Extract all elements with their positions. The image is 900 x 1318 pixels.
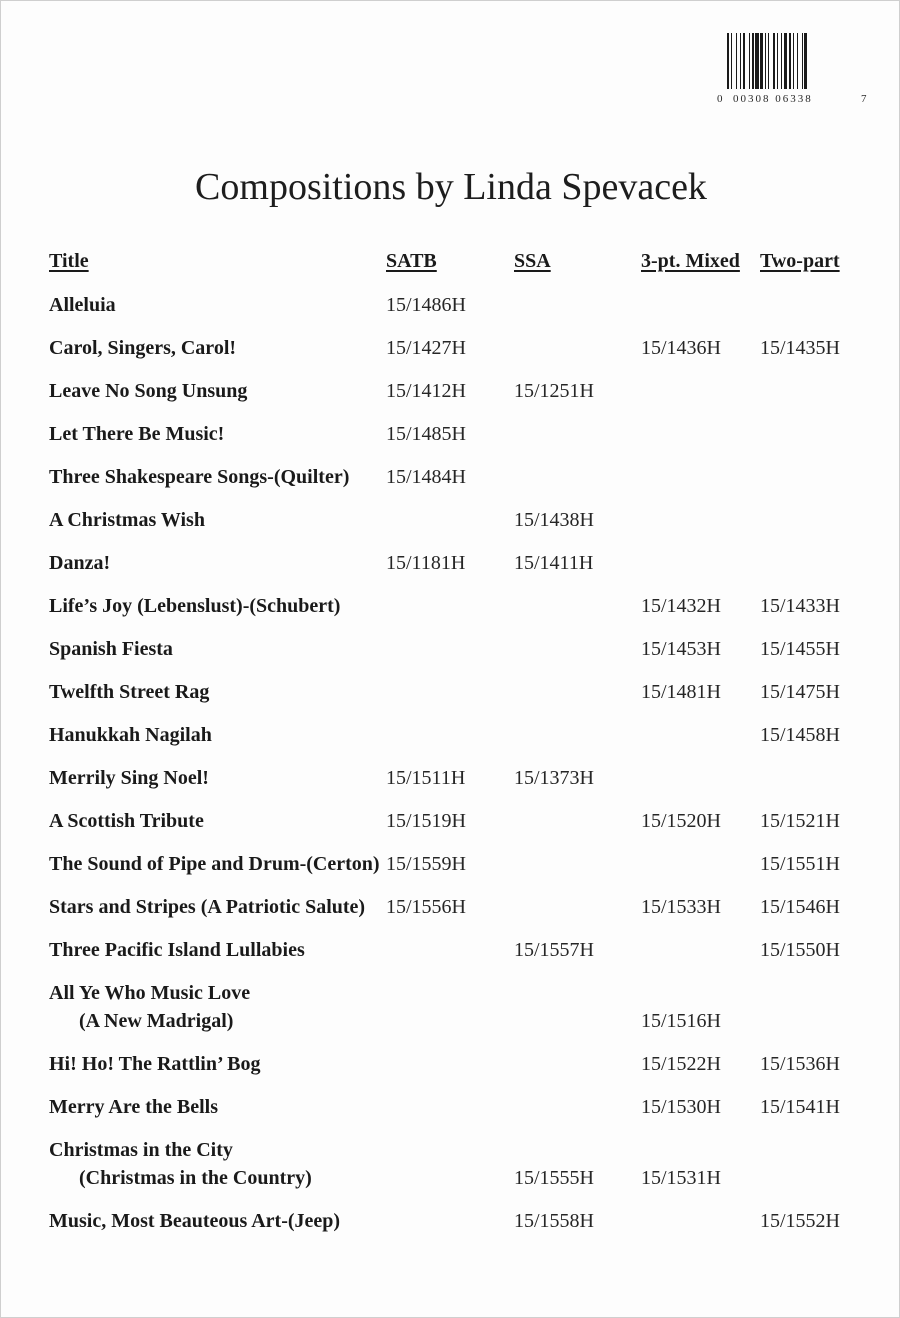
composition-title-text: Three Pacific Island Lullabies bbox=[49, 939, 305, 961]
barcode-bar bbox=[731, 33, 732, 89]
barcode-bar bbox=[784, 33, 787, 89]
composition-title-text: Merry Are the Bells bbox=[49, 1096, 219, 1118]
header-ssa: SSA bbox=[514, 250, 551, 272]
catalog-number-ssa: 15/1558H bbox=[514, 1210, 594, 1232]
catalog-number-mixed: 15/1522H bbox=[641, 1053, 721, 1075]
barcode-bar bbox=[743, 33, 745, 89]
catalog-number-two: 15/1551H bbox=[760, 853, 840, 875]
composition-title bbox=[49, 1050, 260, 1078]
header-3pt-mixed: 3-pt. Mixed bbox=[641, 250, 740, 272]
composition-title bbox=[49, 678, 209, 706]
catalog-number-two: 15/1536H bbox=[760, 1053, 840, 1075]
catalog-number-two: 15/1455H bbox=[760, 638, 840, 660]
catalog-number-two: 15/1541H bbox=[760, 1096, 840, 1118]
composition-title-text: Leave No Song Unsung bbox=[49, 380, 248, 402]
composition-title-text: Three Shakespeare Songs-(Quilter) bbox=[49, 466, 350, 488]
composition-subtitle: (Christmas in the Country) bbox=[79, 1167, 312, 1189]
barcode-bar bbox=[727, 33, 729, 89]
composition-title bbox=[49, 635, 173, 663]
catalog-number-satb: 15/1511H bbox=[386, 767, 466, 789]
barcode-bar bbox=[740, 33, 741, 89]
catalog-number-two: 15/1550H bbox=[760, 939, 840, 961]
catalog-number-ssa: 15/1557H bbox=[514, 939, 594, 961]
catalog-number-two: 15/1435H bbox=[760, 337, 840, 359]
catalog-number-mixed: 15/1531H bbox=[641, 1167, 721, 1189]
catalog-number-mixed: 15/1516H bbox=[641, 1010, 721, 1032]
composition-title-text: Christmas in the City bbox=[49, 1139, 233, 1161]
barcode bbox=[717, 31, 871, 111]
composition-title-text: Life’s Joy (Lebenslust)-(Schubert) bbox=[49, 595, 341, 617]
composition-title-text: Danza! bbox=[49, 552, 111, 574]
barcode-bar bbox=[752, 33, 754, 89]
catalog-number-satb: 15/1412H bbox=[386, 380, 466, 402]
composition-subtitle: (A New Madrigal) bbox=[79, 1010, 234, 1032]
composition-title bbox=[49, 893, 365, 921]
catalog-number-satb: 15/1485H bbox=[386, 423, 466, 445]
composition-title bbox=[49, 334, 236, 362]
barcode-bar bbox=[773, 33, 775, 89]
table-row bbox=[1, 1207, 900, 1267]
composition-title bbox=[49, 764, 209, 792]
table-row bbox=[1, 979, 900, 1039]
catalog-number-two: 15/1552H bbox=[760, 1210, 840, 1232]
barcode-bar bbox=[781, 33, 782, 89]
catalog-number-mixed: 15/1453H bbox=[641, 638, 721, 660]
composition-title bbox=[49, 979, 250, 1035]
composition-title bbox=[49, 1136, 312, 1192]
header-title: Title bbox=[49, 250, 89, 272]
composition-title bbox=[49, 377, 247, 405]
composition-title-text: All Ye Who Music Love bbox=[49, 982, 251, 1004]
barcode-bar bbox=[760, 33, 762, 89]
composition-title bbox=[49, 291, 116, 319]
barcode-lead-digit: 0 bbox=[717, 93, 724, 105]
catalog-number-two: 15/1521H bbox=[760, 810, 840, 832]
barcode-check-digit: 7 bbox=[861, 93, 868, 105]
catalog-number-ssa: 15/1438H bbox=[514, 509, 594, 531]
barcode-bar bbox=[797, 33, 798, 89]
table-row bbox=[1, 1136, 900, 1196]
barcode-bar bbox=[736, 33, 737, 89]
composition-title bbox=[49, 850, 380, 878]
catalog-number-two: 15/1458H bbox=[760, 724, 840, 746]
catalog-number-satb: 15/1519H bbox=[386, 810, 466, 832]
composition-title bbox=[49, 936, 305, 964]
composition-title bbox=[49, 463, 349, 491]
catalog-number-satb: 15/1486H bbox=[386, 294, 466, 316]
composition-title bbox=[49, 1093, 218, 1121]
page-title: Compositions by Linda Spevacek bbox=[195, 166, 707, 208]
composition-title-text: Carol, Singers, Carol! bbox=[49, 337, 237, 359]
composition-title-text: Twelfth Street Rag bbox=[49, 681, 210, 703]
catalog-number-mixed: 15/1530H bbox=[641, 1096, 721, 1118]
catalog-number-two: 15/1433H bbox=[760, 595, 840, 617]
catalog-number-ssa: 15/1251H bbox=[514, 380, 594, 402]
composition-title-text: Spanish Fiesta bbox=[49, 638, 173, 660]
catalog-number-mixed: 15/1436H bbox=[641, 337, 721, 359]
composition-title-text: Hanukkah Nagilah bbox=[49, 724, 212, 746]
barcode-bar bbox=[755, 33, 758, 89]
catalog-number-ssa: 15/1373H bbox=[514, 767, 594, 789]
catalog-number-two: 15/1475H bbox=[760, 681, 840, 703]
composition-title bbox=[49, 549, 110, 577]
barcode-bar bbox=[793, 33, 794, 89]
composition-title-text: Let There Be Music! bbox=[49, 423, 225, 445]
composition-title-text: Stars and Stripes (A Patriotic Salute) bbox=[49, 896, 366, 918]
barcode-bar bbox=[749, 33, 750, 89]
catalog-number-ssa: 15/1411H bbox=[514, 552, 594, 574]
composition-title-text: Merrily Sing Noel! bbox=[49, 767, 209, 789]
catalog-number-satb: 15/1556H bbox=[386, 896, 466, 918]
catalog-number-satb: 15/1559H bbox=[386, 853, 466, 875]
catalog-number-mixed: 15/1432H bbox=[641, 595, 721, 617]
composition-title bbox=[49, 807, 204, 835]
catalog-number-satb: 15/1484H bbox=[386, 466, 466, 488]
header-satb: SATB bbox=[386, 250, 437, 272]
barcode-bars bbox=[727, 33, 859, 89]
catalog-number-mixed: 15/1533H bbox=[641, 896, 721, 918]
composition-title bbox=[49, 420, 224, 448]
composition-title bbox=[49, 506, 205, 534]
catalog-number-two: 15/1546H bbox=[760, 896, 840, 918]
barcode-bar bbox=[777, 33, 778, 89]
composition-title bbox=[49, 1207, 340, 1235]
composition-title-text: Music, Most Beauteous Art-(Jeep) bbox=[49, 1210, 341, 1232]
catalog-number-satb: 15/1427H bbox=[386, 337, 466, 359]
composition-title bbox=[49, 592, 340, 620]
composition-title-text: A Christmas Wish bbox=[49, 509, 205, 531]
catalog-number-mixed: 15/1520H bbox=[641, 810, 721, 832]
composition-title-text: Alleluia bbox=[49, 294, 116, 316]
composition-title-text: The Sound of Pipe and Drum-(Certon) bbox=[49, 853, 380, 875]
barcode-bar bbox=[802, 33, 803, 89]
barcode-number: 00308 06338 bbox=[733, 93, 813, 105]
catalog-number-satb: 15/1181H bbox=[386, 552, 466, 574]
composition-title bbox=[49, 721, 212, 749]
barcode-bar bbox=[765, 33, 766, 89]
catalog-number-mixed: 15/1481H bbox=[641, 681, 721, 703]
composition-title-text: Hi! Ho! The Rattlin’ Bog bbox=[49, 1053, 261, 1075]
header-two-part: Two-part bbox=[760, 250, 840, 272]
barcode-bar bbox=[789, 33, 791, 89]
barcode-bar bbox=[768, 33, 769, 89]
composition-title-text: A Scottish Tribute bbox=[49, 810, 204, 832]
barcode-bar bbox=[804, 33, 806, 89]
catalog-number-ssa: 15/1555H bbox=[514, 1167, 594, 1189]
